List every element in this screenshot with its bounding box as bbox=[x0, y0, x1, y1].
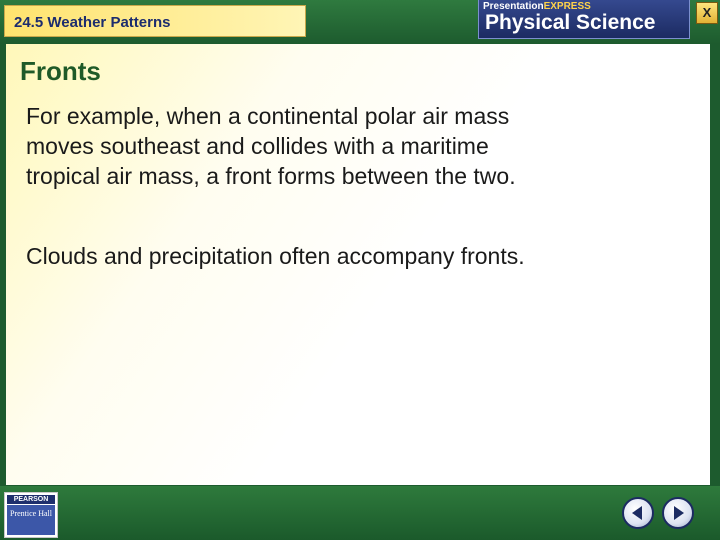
header-bar bbox=[0, 0, 720, 44]
previous-slide-button[interactable] bbox=[622, 497, 654, 529]
brand-name: Physical Science bbox=[485, 11, 656, 34]
chevron-left-icon bbox=[624, 499, 652, 527]
brand-prefix-bold: EXPRESS bbox=[543, 1, 591, 12]
pearson-logo bbox=[4, 492, 58, 538]
section-title: 24.5 Weather Patterns bbox=[14, 14, 171, 31]
section-title-box bbox=[4, 5, 306, 37]
content-panel bbox=[6, 44, 710, 485]
paragraph: For example, when a continental polar air mass moves southeast and collides with a maritime tropical air mass, a front forms between the two. bbox=[26, 103, 516, 189]
footer-bar bbox=[0, 486, 720, 540]
close-button[interactable]: X bbox=[696, 2, 718, 24]
logo-bottom-text: Prentice Hall bbox=[7, 505, 55, 535]
paragraph: Clouds and precipitation often accompany fronts. bbox=[26, 243, 525, 269]
brand-prefix-text: Presentation bbox=[483, 1, 544, 12]
logo-top-text: PEARSON bbox=[7, 495, 55, 504]
brand-banner bbox=[478, 0, 690, 39]
slide-title: Fronts bbox=[20, 56, 101, 86]
chevron-right-icon bbox=[664, 499, 692, 527]
next-slide-button[interactable] bbox=[662, 497, 694, 529]
